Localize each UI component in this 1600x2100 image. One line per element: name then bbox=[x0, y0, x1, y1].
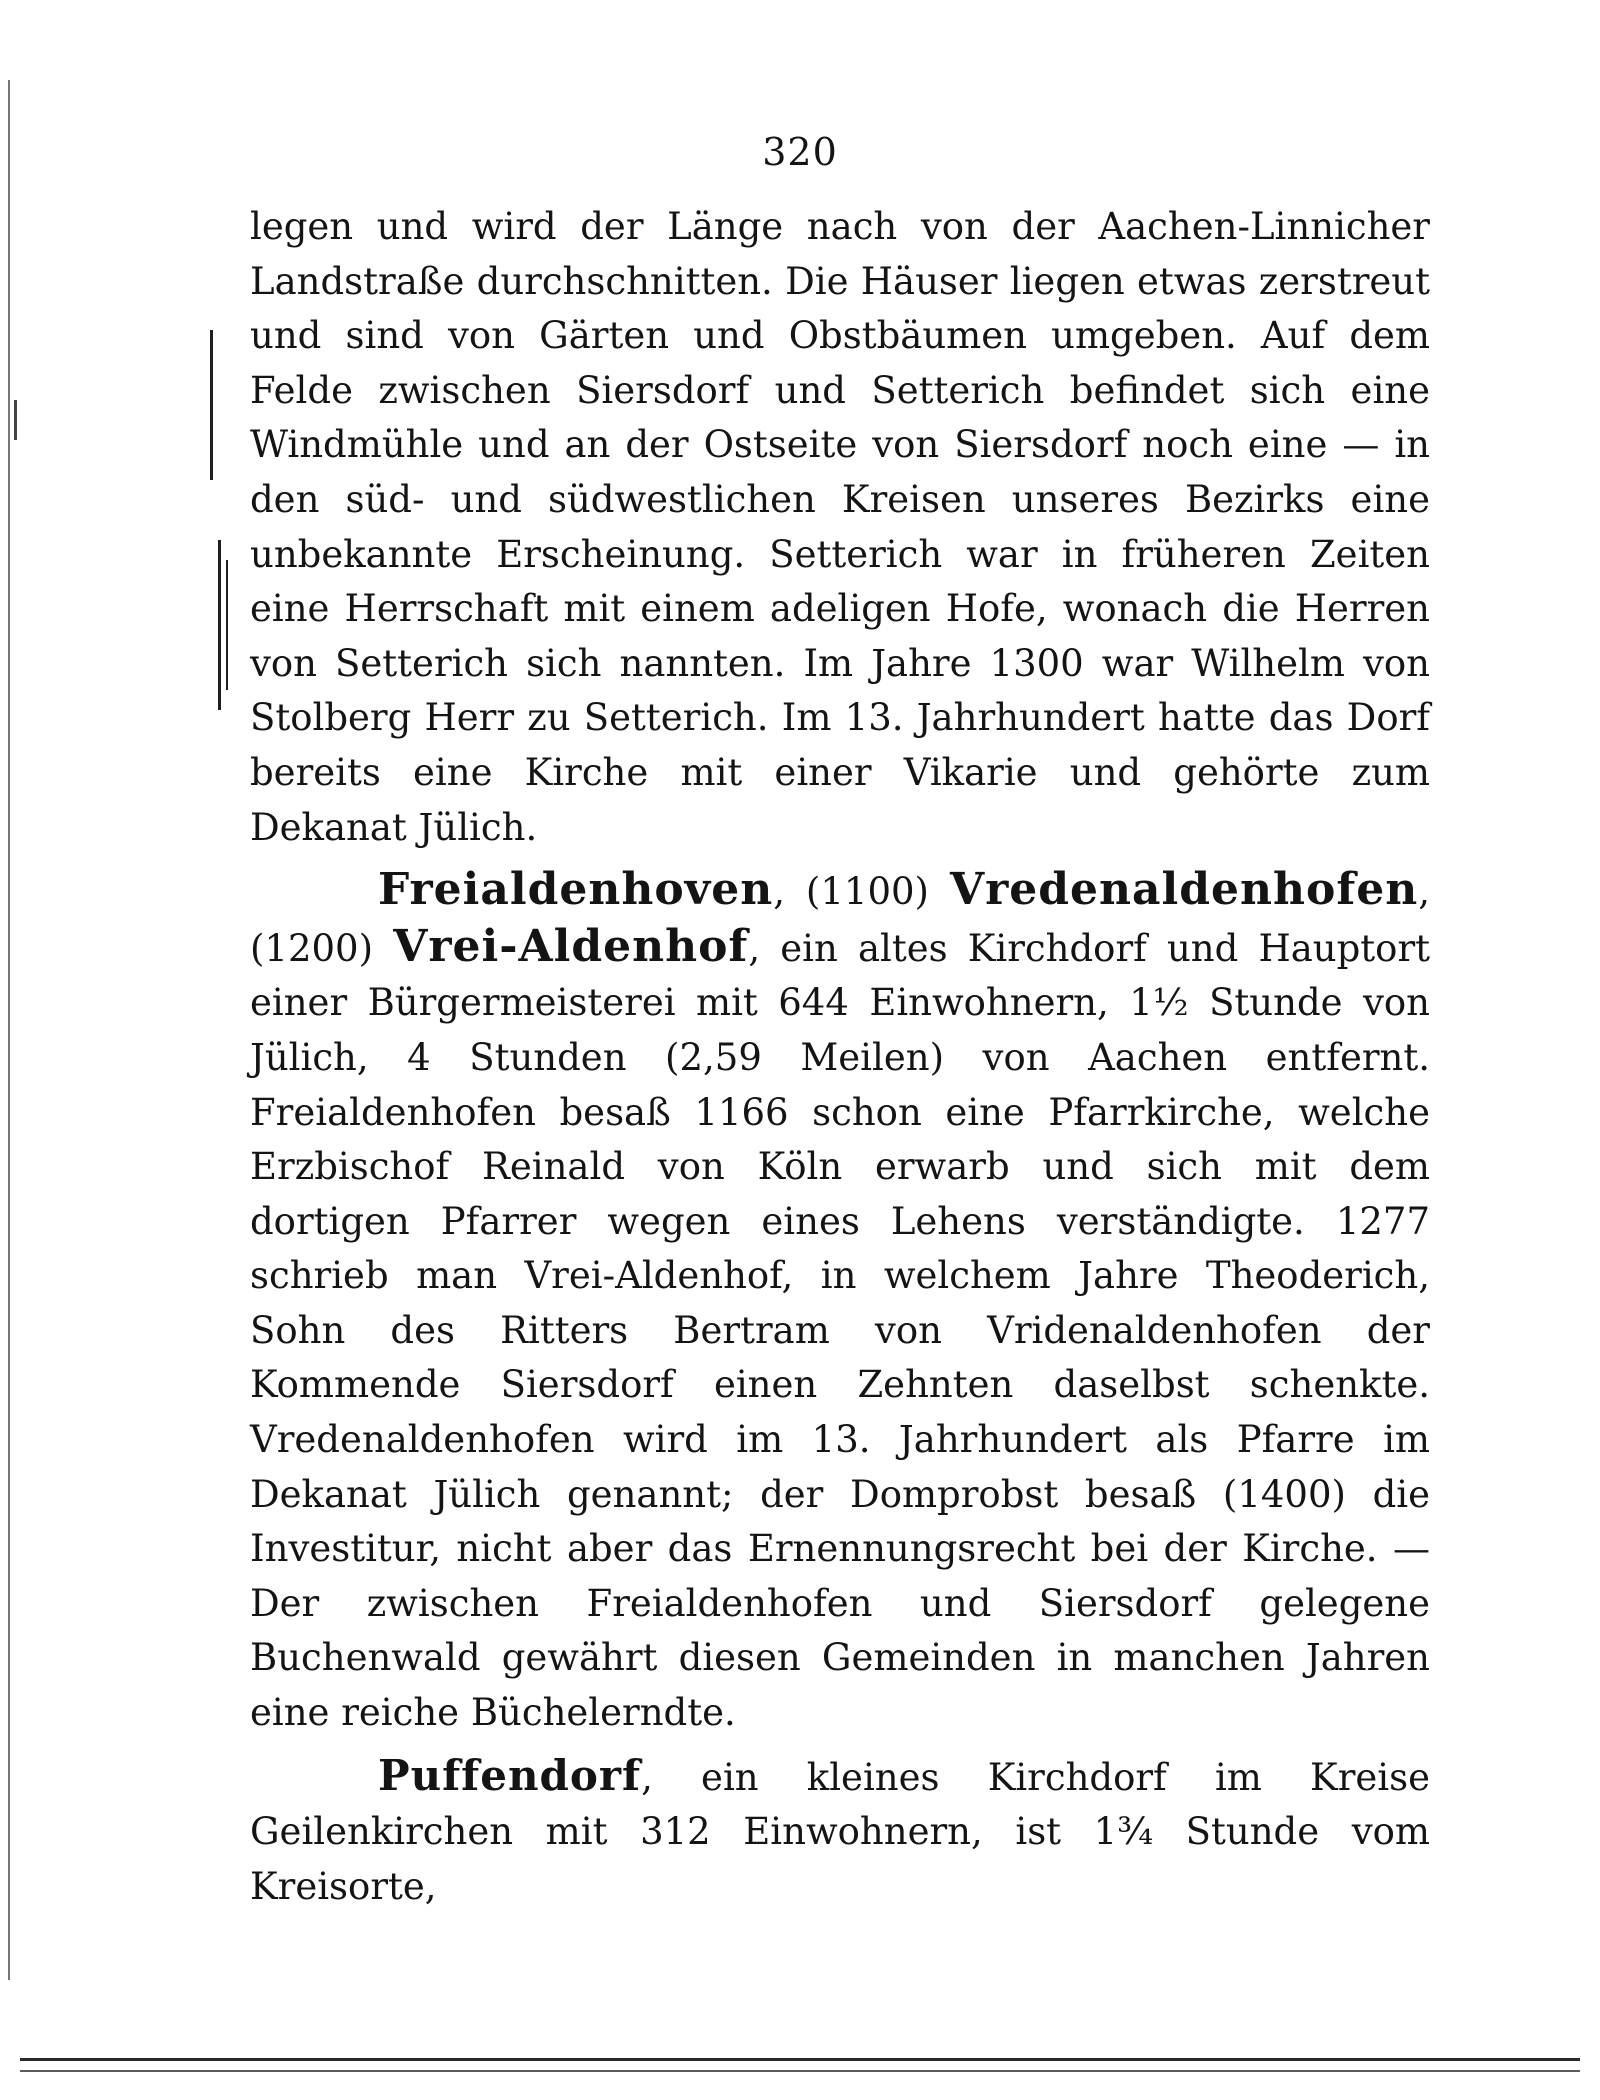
page-number: 320 bbox=[762, 130, 838, 174]
headword-separator: , (1200) bbox=[250, 870, 1430, 970]
paragraph-text: legen und wird der Länge nach von der Aachen-Linnicher Landstraße durchschnitten. Die Häuser liegen etwas zerstreut und sind von Gärten und Obstbäumen umgeben. Auf dem Felde zwischen Siersdorf und Setterich befindet sich eine Windmühle und an der Ostseite von Siersdorf noch eine — in den süd- und südwestlichen Kreisen unseres Bezirks eine unbekannte Erscheinung. Setterich war in früheren Zeiten eine Herrschaft mit einem adeligen Hofe, wonach die Herren von Setterich sich nannten. Im Jahre 1300 war Wilhelm von Stolberg Herr zu Setterich. Im 13. Jahrhundert hatte das Dorf bereits eine Kirche mit einer Vikarie und gehörte zum Dekanat Jülich. bbox=[250, 205, 1430, 849]
margin-annotation-line bbox=[226, 560, 228, 690]
paragraph-puffendorf bbox=[250, 1749, 1430, 1915]
bottom-rule-secondary bbox=[20, 2070, 1580, 2072]
paragraph-text: , ein altes Kirchdorf und Hauptort einer Bürgermeisterei mit 644 Einwohnern, 1½ Stunde von Jülich, 4 Stunden (2,59 Meilen) von Aachen entfernt. Freialdenhofen besaß 1166 schon eine Pfarrkirche, welche Erzbischof Reinald von Köln erwarb und sich mit dem dortigen Pfarrer wegen eines Lehens verständigte. 1277 schrieb man Vrei-Aldenhof, in welchem Jahre Theoderich, Sohn des Ritters Bertram von Vridenaldenhofen der Kommende Siersdorf einen Zehnten daselbst schenkte. Vredenaldenhofen wird im 13. Jahrhundert als Pfarre im Dekanat Jülich genannt; der Domprobst besaß (1400) die Investitur, nicht aber das Ernennungsrecht bei der Kirche. — Der zwischen Freialdenhofen und Siersdorf gelegene Buchenwald gewährt diesen Gemeinden in manchen Jahren eine reiche Büchelerndte. bbox=[250, 926, 1430, 1735]
headword-freialdenhoven: Freialdenhoven bbox=[378, 864, 774, 916]
left-margin-marks bbox=[0, 0, 30, 2100]
headword-puffendorf: Puffendorf bbox=[378, 1750, 642, 1800]
margin-annotation-line bbox=[210, 330, 213, 480]
paragraph-setterich bbox=[250, 200, 1430, 855]
margin-annotation-line bbox=[218, 540, 221, 710]
headword-vrei-aldenhof: Vrei-Aldenhof bbox=[393, 920, 749, 972]
bottom-rule bbox=[20, 2058, 1580, 2061]
headword-vredenaldenhofen: Vredenaldenhofen bbox=[949, 864, 1419, 916]
paragraph-freialdenhoven bbox=[250, 863, 1430, 1741]
paragraph-text: , ein kleines Kirchdorf im Kreise Geilenkirchen mit 312 Einwohnern, ist 1¾ Stunde vom Kreisorte, bbox=[250, 1755, 1430, 1908]
headword-separator: , (1100) bbox=[773, 870, 950, 914]
body-text bbox=[250, 200, 1430, 1922]
